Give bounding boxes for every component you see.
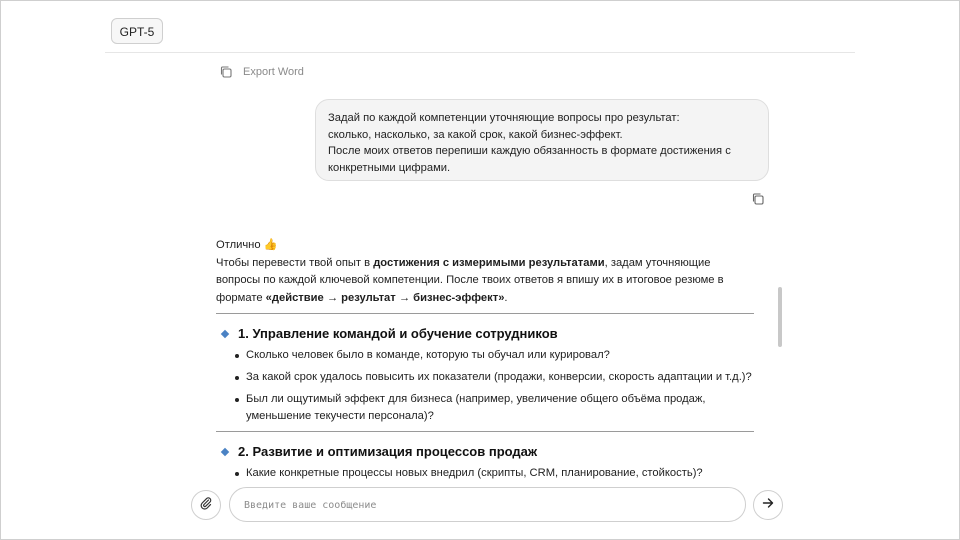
user-message-line: После моих ответов перепиши каждую обязанность в формате достижения с [328, 145, 731, 157]
reply-greeting [216, 237, 756, 255]
diamond-bullet-icon [221, 329, 229, 337]
message-input[interactable] [242, 488, 726, 523]
section-heading [216, 326, 756, 341]
scrollbar-thumb[interactable] [778, 287, 782, 347]
export-word-action[interactable] [219, 64, 304, 80]
list-item: Какие конкретные процессы новых внедрил (скрипты, CRM, планирование, стойкость)? [246, 465, 756, 482]
export-word-label: Export Word [243, 66, 304, 78]
copy-message-icon[interactable] [751, 192, 765, 206]
intro-text: , задам уточняющие вопросы по каждой ключевой компетенции. После твоих ответов я впишу их в итоговое резюме в формате [216, 256, 724, 304]
assistant-reply [216, 237, 756, 479]
copy-icon [219, 65, 233, 79]
divider [216, 431, 754, 432]
message-input-wrapper [229, 487, 746, 522]
diamond-bullet-icon [221, 447, 229, 455]
attach-button[interactable] [191, 490, 221, 520]
paperclip-icon [199, 496, 213, 515]
question-list [216, 347, 756, 425]
arrow-right-icon [761, 496, 775, 515]
user-message-line: Задай по каждой компетенции уточняющие вопросы про результат: [328, 112, 680, 124]
header [105, 1, 855, 53]
section-heading [216, 444, 756, 459]
send-button[interactable] [753, 490, 783, 520]
thumbs-up-icon: 👍 [263, 239, 278, 251]
model-selector-button[interactable]: GPT-5 [111, 18, 163, 44]
greeting-text: Отлично [216, 239, 261, 251]
section-title: 1. Управление командой и обучение сотрудников [238, 326, 558, 341]
intro-bold: достижения с измеримыми результатами [373, 256, 605, 269]
intro-text: Чтобы перевести твой опыт в [216, 256, 374, 269]
list-item: Был ли ощутимый эффект для бизнеса (например, увеличение общего объёма продаж, уменьшение текучести персонала)? [246, 391, 756, 425]
intro-text: . [504, 291, 508, 304]
section-title: 2. Развитие и оптимизация процессов продаж [238, 444, 538, 459]
list-item: Сколько человек было в команде, которую ты обучал или курировал? [246, 347, 756, 364]
reply-intro [216, 255, 756, 308]
user-message-bubble [315, 99, 769, 181]
intro-bold: «действие → результат → бизнес-эффект» [265, 291, 505, 304]
question-list [216, 465, 756, 482]
list-item: За какой срок удалось повысить их показатели (продажи, конверсии, скорость адаптации и т.д.)? [246, 369, 756, 386]
divider [216, 313, 754, 314]
user-message-line: конкретными цифрами. [328, 161, 451, 174]
user-message-line: сколько, насколько, за какой срок, какой бизнес-эффект. [328, 128, 623, 141]
